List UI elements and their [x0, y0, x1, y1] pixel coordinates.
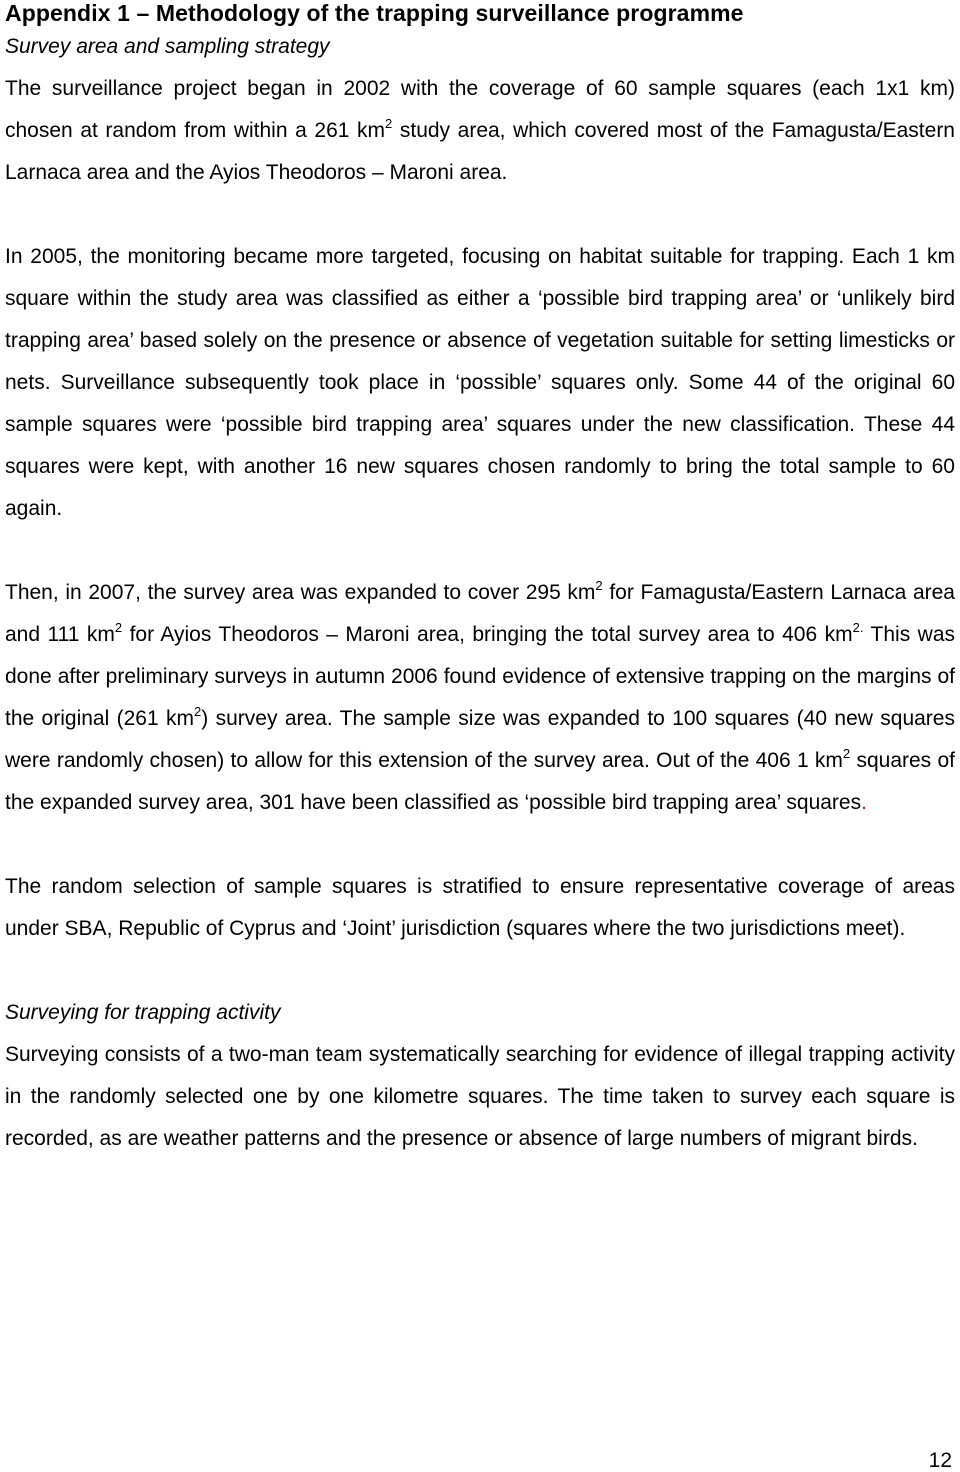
document-page — [5, 0, 955, 1160]
paragraph-stratified-selection: The random selection of sample squares is stratified to ensure representative coverage of areas under SBA, Republic of Cyprus and ‘Joint’ jurisdiction (squares where the two jurisdictions meet). — [5, 875, 955, 940]
paragraph-gap — [5, 530, 955, 572]
text-run: for Famagusta/Eastern Larnaca area and 111 km — [5, 581, 955, 646]
text-run: for Ayios Theodoros – Maroni area, bringing the total survey area to 406 km — [122, 623, 853, 646]
red-period: . — [861, 791, 867, 814]
paragraph-survey-expansion — [5, 572, 955, 824]
superscript: 2 — [385, 116, 393, 131]
superscript: 2. — [852, 620, 864, 635]
text-run: ) survey area. The sample size was expanded to 100 squares (40 new squares were randomly chosen) to allow for this extension of the survey area. Out of the 406 1 km — [5, 707, 955, 772]
superscript: 2 — [595, 578, 603, 593]
section-heading-surveying: Surveying for trapping activity — [5, 1001, 281, 1024]
text-run: This was done after preliminary surveys in autumn 2006 found evidence of extensive trapping on the margins of the original (261 km — [5, 623, 956, 730]
text-run: Then, in 2007, the survey area was expanded to cover 295 km — [5, 581, 596, 604]
superscript: 2 — [842, 746, 851, 761]
text-run: The surveillance project began in 2002 with the coverage of 60 sample squares (each 1x1 km) chosen at random from within a 261 km — [5, 77, 955, 142]
paragraph-gap — [5, 194, 955, 236]
text-run: study area, which covered most of the Famagusta/Eastern Larnaca area and the Ayios Theodoros – Maroni area. — [5, 119, 955, 184]
paragraph-gap — [5, 824, 955, 866]
paragraph-surveying-method: Surveying consists of a two-man team systematically searching for evidence of illegal trapping activity in the randomly selected one by one kilometre squares. The time taken to survey each square is recorded, as are weather patterns and the presence or absence of large numbers of migrant birds. — [5, 1043, 955, 1150]
section-heading-survey-area: Survey area and sampling strategy — [5, 35, 330, 58]
superscript: 2 — [114, 620, 123, 635]
appendix-title: Appendix 1 – Methodology of the trapping surveillance programme — [5, 0, 744, 26]
paragraph-gap — [5, 950, 955, 992]
paragraph-project-origin — [5, 68, 955, 194]
superscript: 2 — [194, 704, 202, 719]
text-run: squares of the expanded survey area, 301 have been classified as ‘possible bird trapping area’ squares — [5, 749, 955, 814]
page-number: 12 — [928, 1449, 952, 1472]
paragraph-targeted-monitoring: In 2005, the monitoring became more targeted, focusing on habitat suitable for trapping. Each 1 km square within the study area was classified as either a ‘possible bird trapping area’ or ‘unlikely bird trapping area’ based solely on the presence or absence of vegetation suitable for setting limesticks or nets. Surveillance subsequently took place in ‘possible’ squares only. Some 44 of the original 60 sample squares were ‘possible bird trapping area’ squares under the new classification. These 44 squares were kept, with another 16 new squares chosen randomly to bring the total sample to 60 again. — [5, 245, 955, 520]
